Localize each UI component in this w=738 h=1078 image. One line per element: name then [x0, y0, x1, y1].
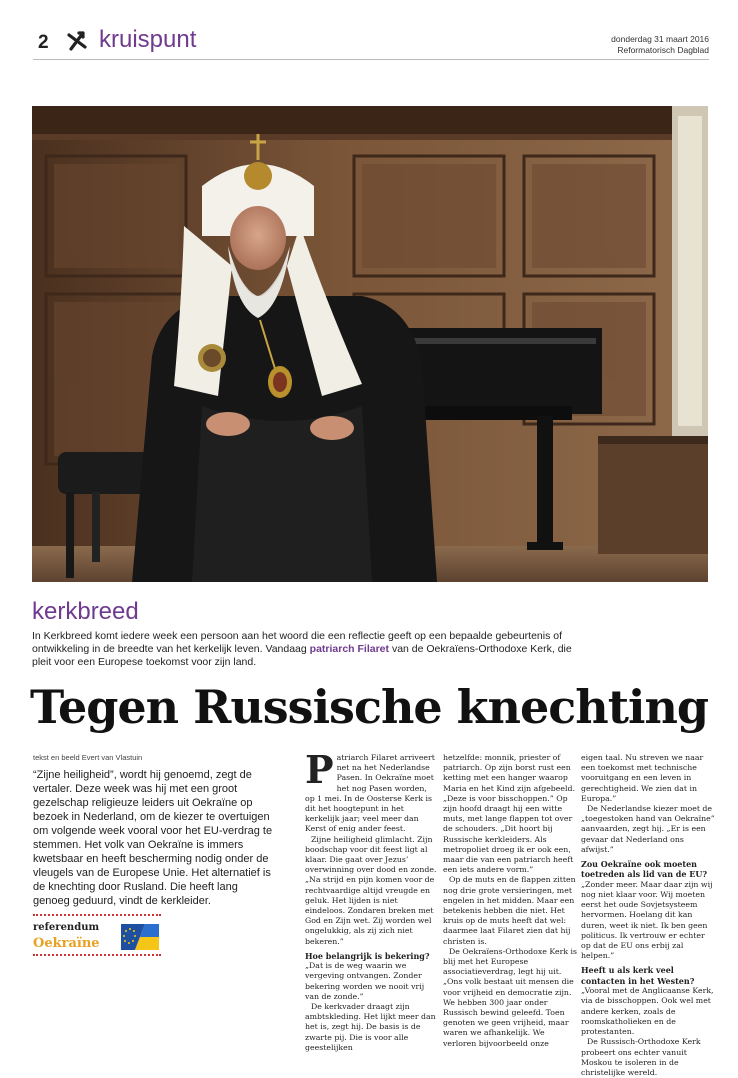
page-header	[33, 26, 709, 60]
paragraph: De Nederlandse kiezer moet de „toegestoken hand van Oekraïne” aanvaarden, zegt hij. „Er is een gevaar dat Nederland ons afwijst.”	[581, 804, 715, 854]
paragraph-text: atriarch Filaret arriveert net na het Nederlandse Pasen. In Oekraïne moet het nog Pasen worden, op 1 mei. In de Oosterse Kerk is dit het hoogtepunt in het kerkelijk jaar; veel meer dan Kerst of enig ander feest.	[305, 753, 435, 834]
rubric-intro-text: In Kerkbreed komt iedere week een persoon aan het woord die een reflectie geeft op een bepaalde gebeurtenis of ontwikkeling in de breedte van het kerkelijk leven. Vandaag	[32, 630, 563, 655]
interview-question: Heeft u als kerk veel contacten in het Westen?	[581, 965, 695, 986]
referendum-country: Oekraïne	[33, 936, 100, 951]
cross-icon	[66, 30, 88, 52]
dropcap: P	[305, 747, 334, 792]
article-headline: Tegen Russische knechting	[30, 680, 709, 734]
rubric-title: kerkbreed	[32, 598, 139, 625]
paragraph: „Vooral met de Anglicaanse Kerk, via de bisschoppen. Ook wel met andere kerken, zoals de roomskatholieken en de protestanten.	[581, 986, 714, 1037]
paragraph: De kerkvader draagt zijn ambtskleding. Het lijkt meer dan het is, zegt hij. De basis is de zwarte pij. Die is voor alle geestelijken	[305, 1002, 436, 1052]
paragraph: De Oekraïens-Orthodoxe Kerk is blij met het Europese associatieverdrag, legt hij uit. „Ons volk bestaat uit mensen die voor vrijheid en democratie zijn. We hebben 300 jaar onder Russisch bewind geleefd. Toen genoten we geen vrijheid, maar waren we afhankelijk. We verloren bijvoorbeeld onze	[443, 946, 578, 1048]
section-name: kruispunt	[99, 26, 197, 53]
rubric-intro-text-end: van de Oekraïens-Orthodoxe Kerk, die pleit voor een Europese toekomst voor zijn land.	[32, 643, 572, 668]
referendum-logo	[33, 914, 161, 956]
publication-name: Reformatorisch Dagblad	[617, 45, 709, 55]
rubric-intro	[32, 630, 592, 669]
photo-illustration	[32, 106, 708, 582]
article-lead: “Zijne heiligheid”, wordt hij genoemd, zegt de vertaler. Deze week was hij met een groot gezelschap religieuze leiders uit Oekraïne op bezoek in Nederland, om de kiezer te overtuigen om volgende week vooral voor het EU-verdrag te stemmen. Het volk van Oekraïne is immers kwetsbaar en heeft bescherming nodig onder de vleugels van de Europese Unie. Het alternatief is de knechting door Rusland. Die heeft lang genoeg geduurd, vindt de kerkleider.	[33, 769, 273, 907]
article-credit: tekst en beeld Evert van Vlastuin	[33, 753, 143, 762]
paragraph: Zijne heiligheid glimlacht. Zijn boodschap voor dit feest ligt al klaar. Die gaat over Jezus’ overwinning over dood en zonde. „Na strijd en pijn komen voor de rechtvaardige altijd vreugde en geluk. Het lijden is niet eindeloos. Zondaren breken met God en Zijn wet. Zij worden wel ongelukkig, als zij zich niet bekeren.”	[305, 834, 437, 946]
article-column-3	[581, 753, 715, 1078]
paragraph: hetzelfde: monnik, priester of patriarch. Op zijn borst rust een ketting met een hanger waarop Maria en het Kind zijn afgebeeld. „Deze is voor bisschoppen.” Op zijn hoofd draagt hij een witte muts, met lange flappen tot over de schouders. „Dit hoort bij Russische kerkleiders. Als metropoliet droeg ik er ook een, maar die van een patriarch heeft een iets andere vorm.”	[443, 753, 575, 875]
article-column-1	[305, 747, 439, 1053]
paragraph: „Zonder meer. Maar daar zijn wij nog niet klaar voor. Wij moeten eerst het oude Sovjetsysteem hervormen. Hoelang dit kan duren, weet ik niet. Ik ben geen politicus. Ik vertrouw er echter op dat de EU ons erbij zal helpen.”	[581, 879, 713, 961]
interview-question: Hoe belangrijk is bekering?	[305, 950, 430, 961]
eu-ukraine-flags-icon	[121, 924, 159, 950]
article-column-2	[443, 753, 577, 1049]
paragraph: Op de muts en de flappen zitten nog drie grote versieringen, met engelen in het midden. Maar een betekenis hebben die niet. Het kruis op de muts heeft dat wel: daarmee laat Filaret zien dat hij christen is.	[443, 875, 576, 946]
referendum-label: referendum	[33, 922, 100, 933]
paragraph	[305, 747, 439, 835]
rubric-intro-name: patriarch Filaret	[309, 643, 390, 655]
interview-question: Zou Oekraïne ook moeten toetreden als lid van de EU?	[581, 859, 708, 880]
paragraph: „Dat is de weg waarin we vergeving ontvangen. Zonder bekering worden we nooit vrij van de zonde.”	[305, 961, 425, 1001]
header-dateline	[611, 34, 709, 56]
paragraph: eigen taal. Nu streven we naar een toekomst met technische vooruitgang en een leven in gerechtigheid. We zien dat in Europa.”	[581, 753, 704, 803]
paragraph: De Russisch-Orthodoxe Kerk probeert ons echter vanuit Moskou te isoleren in de christelijke wereld.	[581, 1037, 701, 1077]
page-number: 2	[38, 32, 49, 53]
article-photo	[32, 106, 708, 582]
issue-date: donderdag 31 maart 2016	[611, 34, 709, 44]
